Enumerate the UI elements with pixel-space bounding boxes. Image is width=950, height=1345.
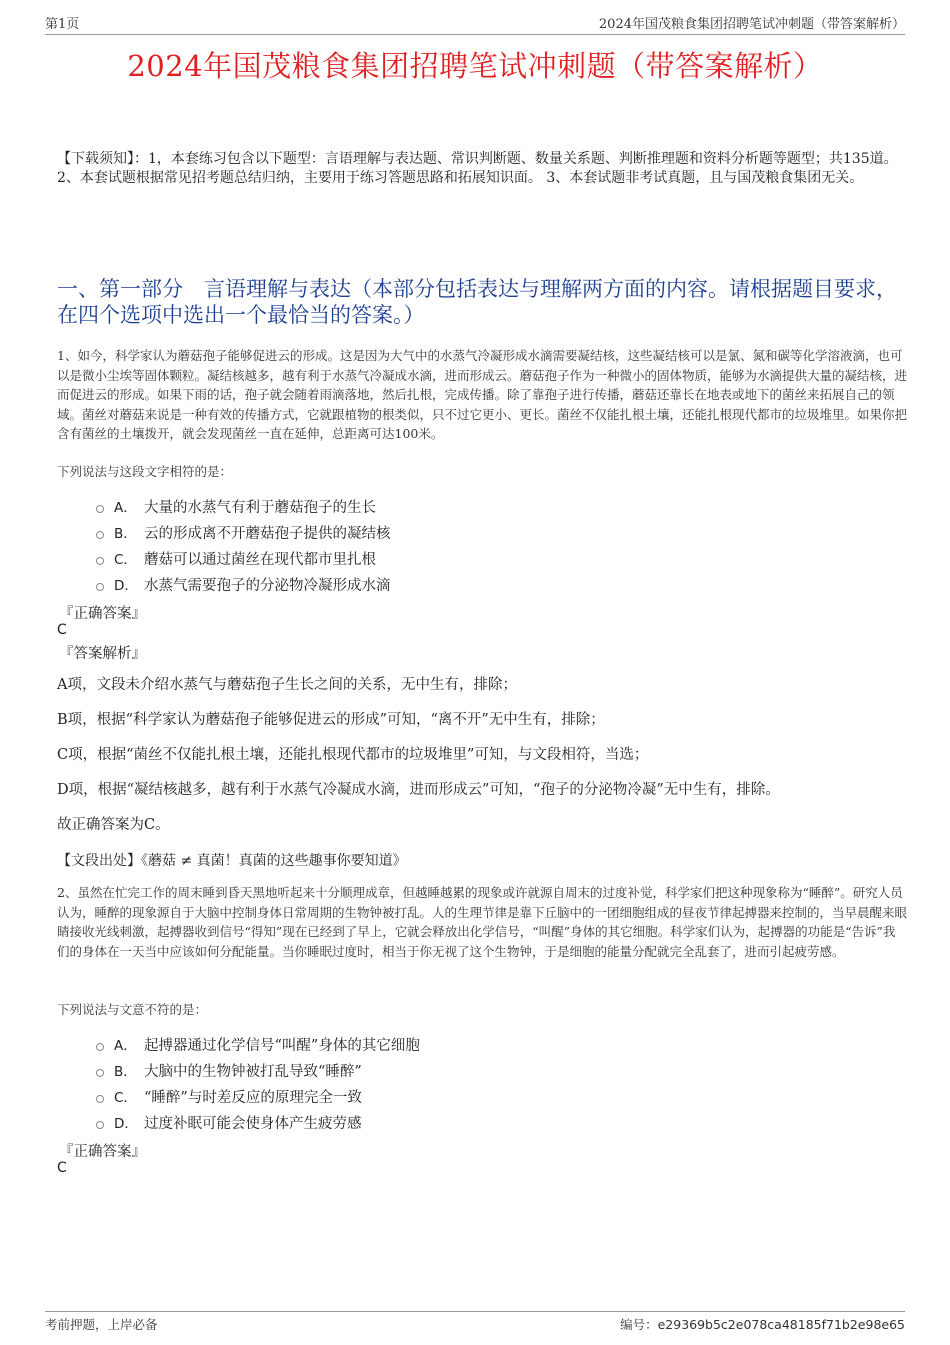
q2-passage: 2、虽然在忙完工作的周末睡到昏天黑地听起来十分顺理成章，但越睡越累的现象或许就源自周末的过度补觉，科学家们把这种现象称为“睡醉”。研究人员认为，睡醉的现象源自于大脑中控制身体日常周期的生物钟被打乱。人的生理节律是靠下丘脑中的一团细胞组成的昼夜节律起搏器来控制的，当早晨醒来眼睛接收光线刺激，起搏器收到信号“得知”现在已经到了早上，它就会释放出化学信号，“叫醒”身体的其它细胞。科学家们认为，起搏器的功能是“告诉”我们的身体在一天当中应该如何分配能量。当你睡眠过度时，相当于你无视了这个生物钟，于是细胞的能量分配就完全乱套了，进而引起疲劳感。 bbox=[57, 885, 908, 959]
q1-option-d[interactable] bbox=[96, 571, 391, 597]
q1-answer: C bbox=[57, 622, 67, 638]
q1-analysis bbox=[57, 674, 917, 849]
analysis-line-b: B项，根据“科学家认为蘑菇孢子能够促进云的形成”可知，“离不开”无中生有，排除； bbox=[57, 712, 605, 728]
q1-source: 【文段出处】《蘑菇 ≠ 真菌！真菌的这些趣事你要知道》 bbox=[57, 853, 407, 869]
analysis-conclusion: 故正确答案为C。 bbox=[57, 817, 170, 833]
q2-option-c[interactable] bbox=[96, 1083, 420, 1109]
option-text: 蘑菇可以通过菌丝在现代都市里扎根 bbox=[144, 551, 376, 568]
q2-options bbox=[96, 1031, 420, 1135]
option-text: 大脑中的生物钟被打乱导致“睡醉” bbox=[144, 1063, 362, 1080]
q1-analysis-label: 『答案解析』 bbox=[59, 646, 146, 662]
option-letter: B． bbox=[114, 1064, 137, 1080]
q1-option-c[interactable] bbox=[96, 545, 391, 571]
analysis-line-a: A项，文段未介绍水蒸气与蘑菇孢子生长之间的关系，无中生有，排除； bbox=[57, 677, 517, 693]
option-letter: B． bbox=[114, 526, 137, 542]
q2-option-d[interactable] bbox=[96, 1109, 420, 1135]
radio-icon[interactable] bbox=[96, 1069, 104, 1077]
q2-answer: C bbox=[57, 1160, 67, 1176]
option-text: 过度补眠可能会使身体产生疲劳感 bbox=[144, 1115, 362, 1132]
q1-options bbox=[96, 493, 391, 597]
radio-icon[interactable] bbox=[96, 1121, 104, 1129]
section-heading: 一、第一部分 言语理解与表达（本部分包括表达与理解两方面的内容。请根据题目要求，在四个选项中选出一个最恰当的答案。） bbox=[57, 277, 897, 327]
q1-answer-label: 『正确答案』 bbox=[59, 606, 146, 622]
option-letter: A． bbox=[114, 500, 137, 516]
header-doc-title: 2024年国茂粮食集团招聘笔试冲刺题（带答案解析） bbox=[598, 17, 905, 32]
q1-passage: 1、如今，科学家认为蘑菇孢子能够促进云的形成。这是因为大气中的水蒸气冷凝形成水滴需要凝结核，这些凝结核可以是氯、氮和碳等化学溶液滴，也可以是微小尘埃等固体颗粒。凝结核越多，越有利于水蒸气冷凝成水滴，进而形成云。蘑菇孢子作为一种微小的固体物质，能够为水滴提供大量的凝结核，进而促进云的形成。如果下雨的话，孢子就会随着雨滴落地，然后扎根，完成传播。除了靠孢子进行传播，蘑菇还靠长在地表或地下的菌丝来拓展自己的领域。菌丝对蘑菇来说是一种有效的传播方式，它就跟植物的根类似，只不过它更小、更长。菌丝不仅能扎根土壤，还能扎根现代都市的垃圾堆里。如果你把含有菌丝的土壤拨开，就会发现菌丝一直在延伸，总距离可达100米。 bbox=[57, 348, 908, 441]
q1-option-b[interactable] bbox=[96, 519, 391, 545]
radio-icon[interactable] bbox=[96, 505, 104, 513]
option-letter: A． bbox=[114, 1038, 137, 1054]
option-text: 起搏器通过化学信号“叫醒”身体的其它细胞 bbox=[144, 1037, 420, 1054]
footer-code-label: 编号： bbox=[620, 1317, 658, 1332]
document-title: 2024年国茂粮食集团招聘笔试冲刺题（带答案解析） bbox=[127, 49, 823, 83]
page-footer bbox=[45, 1311, 905, 1333]
radio-icon[interactable] bbox=[96, 531, 104, 539]
footer-code-wrap bbox=[620, 1315, 905, 1333]
download-notice: 【下载须知】：1，本套练习包含以下题型：言语理解与表达题、常识判断题、数量关系题、判断推理题和资料分析题等题型；共135道。 2、本套试题根据常见招考题总结归纳，主要用于练习答题思路和拓展知识面。 3、本套试题非考试真题，且与国茂粮食集团无关。 bbox=[57, 151, 898, 186]
page-header bbox=[45, 14, 905, 35]
radio-icon[interactable] bbox=[96, 557, 104, 565]
radio-icon[interactable] bbox=[96, 583, 104, 591]
q2-answer-label: 『正确答案』 bbox=[59, 1144, 146, 1160]
q1-option-a[interactable] bbox=[96, 493, 391, 519]
q2-option-b[interactable] bbox=[96, 1057, 420, 1083]
option-text: “睡醉”与时差反应的原理完全一致 bbox=[144, 1089, 362, 1106]
footer-code: e29369b5c2e078ca48185f71b2e98e65 bbox=[657, 1317, 905, 1332]
option-letter: D． bbox=[114, 1116, 138, 1132]
option-letter: C． bbox=[114, 552, 137, 568]
option-text: 云的形成离不开蘑菇孢子提供的凝结核 bbox=[144, 525, 391, 542]
radio-icon[interactable] bbox=[96, 1095, 104, 1103]
q2-option-a[interactable] bbox=[96, 1031, 420, 1057]
page-number: 第1页 bbox=[45, 17, 80, 32]
option-text: 大量的水蒸气有利于蘑菇孢子的生长 bbox=[144, 499, 376, 516]
footer-slogan: 考前押题，上岸必备 bbox=[45, 1317, 158, 1332]
q1-prompt: 下列说法与这段文字相符的是： bbox=[57, 464, 233, 479]
option-letter: D． bbox=[114, 578, 138, 594]
analysis-line-d: D项，根据“凝结核越多，越有利于水蒸气冷凝成水滴，进而形成云”可知，“孢子的分泌物冷凝”无中生有，排除。 bbox=[57, 782, 780, 798]
analysis-line-c: C项，根据“菌丝不仅能扎根土壤，还能扎根现代都市的垃圾堆里”可知，与文段相符，当选； bbox=[57, 747, 649, 763]
option-text: 水蒸气需要孢子的分泌物冷凝形成水滴 bbox=[144, 577, 391, 594]
q2-prompt: 下列说法与文意不符的是： bbox=[57, 1002, 208, 1017]
option-letter: C． bbox=[114, 1090, 137, 1106]
radio-icon[interactable] bbox=[96, 1043, 104, 1051]
